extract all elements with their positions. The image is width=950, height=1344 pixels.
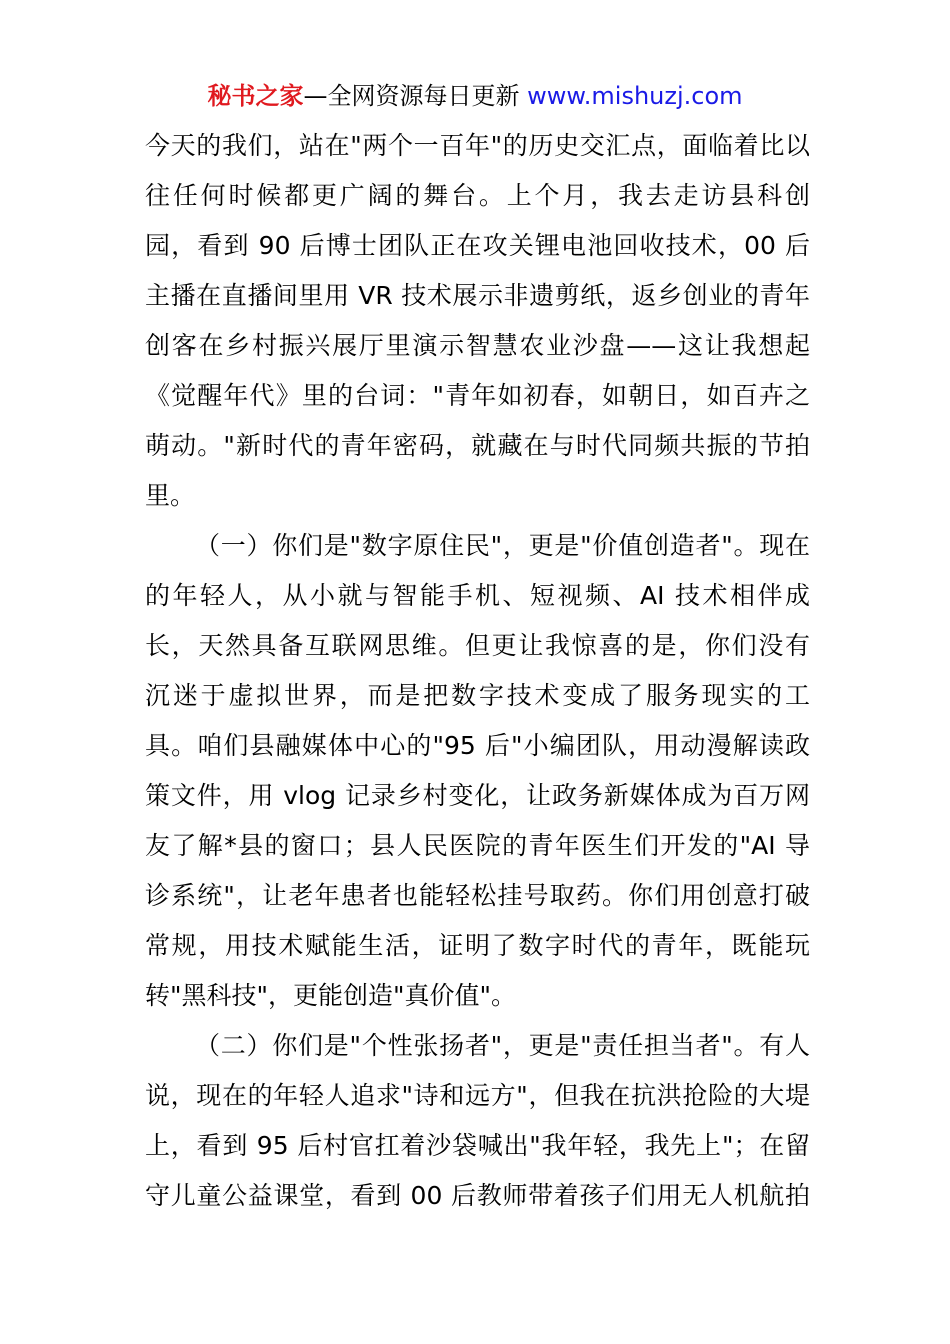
text-line: 诊系统"，让老年患者也能轻松挂号取药。你们用创意打破 <box>145 881 810 910</box>
site-tagline: —全网资源每日更新 <box>303 82 528 110</box>
text-line: 长，天然具备互联网思维。但更让我惊喜的是，你们没有 <box>145 631 810 660</box>
section-heading-line: （一）你们是"数字原住民"，更是"价值创造者"。现在 <box>195 531 810 560</box>
site-brand: 秘书之家 <box>207 82 304 110</box>
site-url-link[interactable]: www.mishuzj.com <box>527 82 743 110</box>
text-line: 守儿童公益课堂，看到 00 后教师带着孩子们用无人机航拍 <box>145 1181 810 1210</box>
text-line: 往任何时候都更广阔的舞台。上个月，我去走访县科创 <box>145 181 810 210</box>
document-body <box>145 121 810 1221</box>
page-header <box>0 80 950 112</box>
text-line: 具。咱们县融媒体中心的"95 后"小编团队，用动漫解读政 <box>145 731 810 760</box>
section-heading-line: （二）你们是"个性张扬者"，更是"责任担当者"。有人 <box>195 1031 810 1060</box>
text-line: 常规，用技术赋能生活，证明了数字时代的青年，既能玩 <box>145 931 810 960</box>
text-line: 里。 <box>145 481 196 510</box>
text-line: 创客在乡村振兴展厅里演示智慧农业沙盘——这让我想起 <box>145 331 810 360</box>
text-line: 今天的我们，站在"两个一百年"的历史交汇点，面临着比以 <box>145 131 810 160</box>
text-line: 转"黑科技"，更能创造"真价值"。 <box>145 981 516 1010</box>
text-line: 说，现在的年轻人追求"诗和远方"，但我在抗洪抢险的大堤 <box>145 1081 810 1110</box>
text-line: 策文件，用 vlog 记录乡村变化，让政务新媒体成为百万网 <box>145 781 810 810</box>
text-line: 友了解*县的窗口；县人民医院的青年医生们开发的"AI 导 <box>145 831 810 860</box>
text-line: 沉迷于虚拟世界，而是把数字技术变成了服务现实的工 <box>145 681 810 710</box>
text-line: 的年轻人，从小就与智能手机、短视频、AI 技术相伴成 <box>145 581 810 610</box>
text-line: 《觉醒年代》里的台词："青年如初春，如朝日，如百卉之 <box>145 381 810 410</box>
text-line: 萌动。"新时代的青年密码，就藏在与时代同频共振的节拍 <box>145 431 810 460</box>
text-line: 园，看到 90 后博士团队正在攻关锂电池回收技术，00 后 <box>145 231 810 260</box>
text-line: 上，看到 95 后村官扛着沙袋喊出"我年轻，我先上"；在留 <box>145 1131 810 1160</box>
text-line: 主播在直播间里用 VR 技术展示非遗剪纸，返乡创业的青年 <box>145 281 810 310</box>
